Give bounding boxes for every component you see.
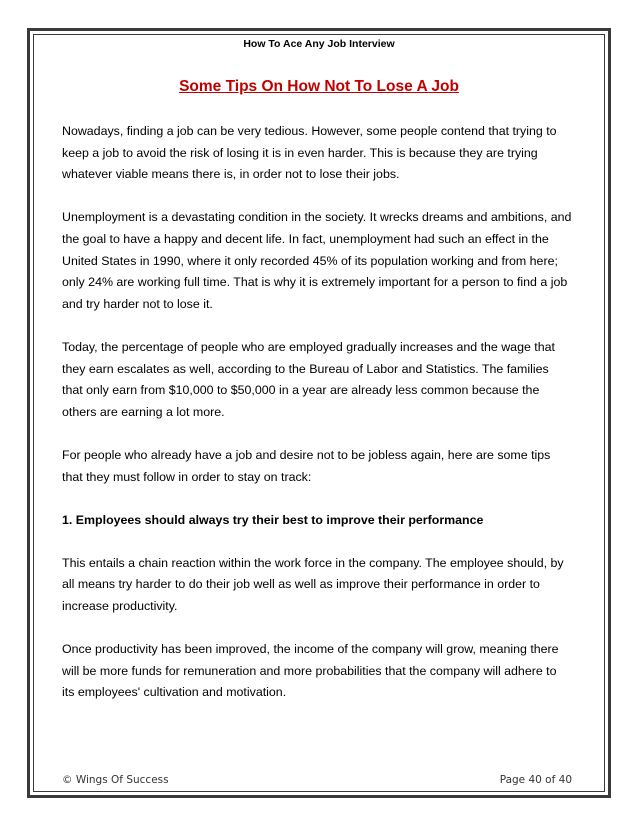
paragraph: Unemployment is a devastating condition in the society. It wrecks dreams and ambitions, and the goal to have a happy and decent life. In fact, unemployment had such an effect in the United States in 1990, where it only recorded 45% of its population working and from here; only 24% are working full time. That is why it is extremely important for a person to find a job and try harder not to lose it. [62, 210, 572, 311]
running-header: How To Ace Any Job Interview [243, 38, 395, 50]
copyright-text: © Wings Of Success [62, 774, 169, 786]
page-number: Page 40 of 40 [499, 774, 572, 786]
page-title: Some Tips On How Not To Lose A Job [179, 78, 459, 95]
paragraph: Today, the percentage of people who are employed gradually increases and the wage that they earn escalates as well, according to the Bureau of Labor and Statistics. The families that only earn from $10,000 to $50,000 in a year are already less common because the others are earning a lot more. [62, 339, 555, 419]
paragraph: Nowadays, finding a job can be very tedious. However, some people contend that trying to keep a job to avoid the risk of losing it is in even harder. This is because they are trying whatever viable means there is, in order not to lose their jobs. [62, 124, 557, 182]
paragraph: This entails a chain reaction within the work force in the company. The employee should, by all means try harder to do their job well as well as improve their performance in order to increase productivity. [62, 555, 564, 614]
paragraph: Once productivity has been improved, the income of the company will grow, meaning there will be more funds for remuneration and more probabilities that the company will adhere to its employees' cultivation and motivation. [62, 642, 559, 700]
section-heading: 1. Employees should always try their best to improve their performance [62, 512, 484, 527]
document-body [62, 121, 572, 726]
paragraph: For people who already have a job and desire not to be jobless again, here are some tips that they must follow in order to stay on track: [62, 447, 551, 484]
